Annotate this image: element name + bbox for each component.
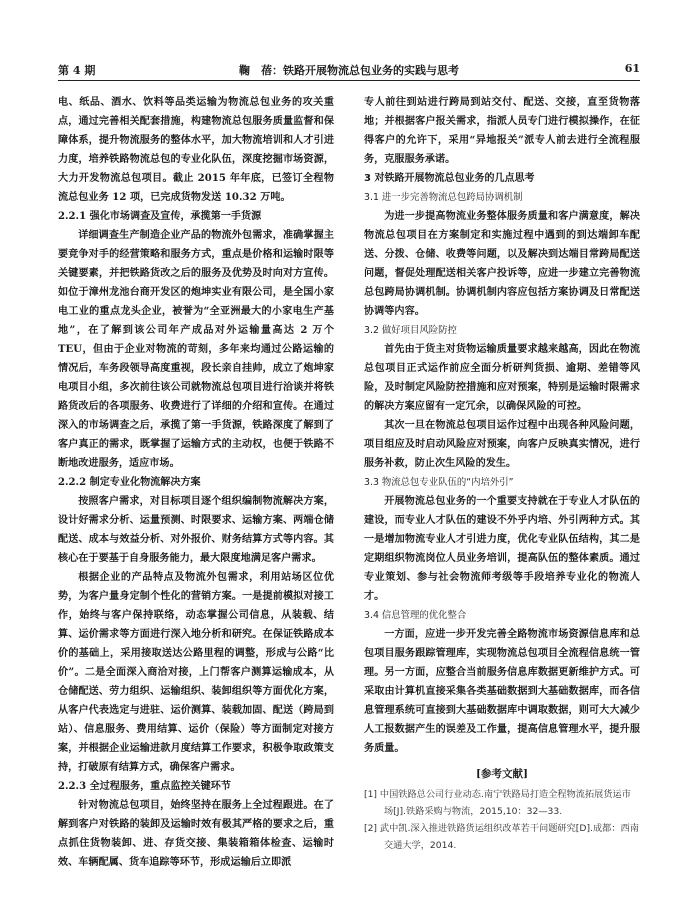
paragraph: 针对物流总包项目，始终坚持在服务上全过程跟进。在了解到客户对铁路的装卸及运输时效有极其严格的要求之后，重点抓住货物装卸、进、存货交接、集装箱箱体检查、运输时效、车辆配属、货车追踪等环节，形成运输后立即派	[58, 800, 334, 868]
reference-item: [2] 武中凯.深入推进铁路货运组织改革若干问题研究[D].成都：西南交通大学，2014.	[364, 823, 639, 851]
right-column	[364, 93, 640, 854]
paragraph: 按照客户需求，对目标项目逐个组织编制物流解决方案，设计好需求分析、运量预测、时限要求、运输方案、两端仓储配送、成本与效益分析、对外报价、财务结算方式等内容。其核心在于要基于自身服务能力，最大限度地满足客户需求。	[58, 496, 334, 564]
paragraph: 为进一步提高物流业务整体服务质量和客户满意度，解决物流总包项目在方案制定和实施过程中遇到的到达端卸车配送、分拨、仓储、收费等问题，以及解决到达端目常跨局配送问题，督促处理配送相关客户投诉等，应进一步建立完善物流总包跨局协调机制。协调机制内容应包括方案协调及日常配送协调等内容。	[364, 211, 640, 317]
section-heading-3-3: 3.3 物流总包专业队伍的“内培外引”	[364, 477, 514, 488]
paragraph: 专人前往到站进行跨局到站交付、配送、交接，直至货物落地；并根据客户报关需求，指派人员专门进行模拟操作，在征得客户的允许下，采用“异地报关”派专人前去进行全流程服务，克服服务承诺。	[364, 97, 640, 165]
issue-number: 第 4 期	[58, 64, 96, 77]
paragraph: 其次一旦在物流总包项目运作过程中出现各种风险问题，项目组应及时启动风险应对预案，向客户反映真实情况，进行服务补救，防止次生风险的发生。	[364, 420, 640, 469]
paragraph: 电、纸品、酒水、饮料等品类运输为物流总包业务的攻关重点，通过完善相关配套措施，构建物流总包服务质量监督和保障体系，提升物流服务的整体水平，加大物流培训和人才引进力度，培养铁路物流总包的专业化队伍，深度挖掘市场资源，大力开发物流总包项目。截止 2015 年年底，已签订全程物流总包业务 12 项，已完成货物发送 10.32 万吨。	[58, 97, 334, 203]
section-heading-2-2-3: 2.2.3 全过程服务，重点监控关键环节	[58, 781, 231, 792]
running-title: 鞠 蓓：铁路开展物流总包业务的实践与思考	[239, 64, 459, 77]
section-heading-2-2-1: 2.2.1 强化市场调查及宣传，承揽第一手货源	[58, 211, 262, 222]
paragraph: 一方面，应进一步开发完善全路物流市场资源信息库和总包项目服务跟踪管理库，实现物流总包项目全流程信息统一管理。另一方面，应整合当前服务信息库数据更新维护方式。可采取由计算机直接采集各类基础数据到大基础数据库，而各信息管理系统可直接到大基础数据库中调取数据，则可大大减少人工报数据产生的误差及工作量，提高信息管理水平，提升服务质量。	[364, 629, 640, 754]
section-heading-3-1: 3.1 进一步完善物流总包跨局协调机制	[364, 192, 523, 203]
paragraph: 详细调查生产制造企业产品的物流外包需求，准确掌握主要竞争对手的经营策略和服务方式，重点是价格和运输时限等关键要素，并把铁路货改之后的服务及优势及时向对方宣传。如位于漳州龙池台商开发区的炮坤实业有限公司，是全国小家电工业的重点龙头企业，被誉为“全亚洲最大的小家电生产基地”，在了解到该公司年产成品对外运输量高达 2 万个 TEU，但由于企业对物流的苛刻，多年来均通过公路运输的情况后，车务段领导高度重视，段长亲自挂帅，成立了炮坤家电项目小组，多次前往该公司就物流总包项目进行洽谈并将铁路货改后的各项服务、收费进行了详细的介绍和宣传。在通过深入的市场调查之后，承揽了第一手货源，铁路深度了解到了客户真正的需求，既掌握了运输方式的主动权，也便于铁路不断地改进服务，适应市场。	[58, 230, 334, 469]
left-column	[58, 93, 334, 872]
paragraph: 开展物流总包业务的一个重要支持就在于专业人才队伍的建设，而专业人才队伍的建设不外乎内培、外引两种方式。其一是增加物流专业人才引进力度，优化专业队伍结构，其二是定期组织物流岗位人员业务培训，提高队伍的整体素质。通过专业策划、参与社会物流师考级等手段培养专业化的物流人才。	[364, 496, 640, 602]
section-heading-3: 3 对铁路开展物流总包业务的几点思考	[364, 173, 535, 184]
page-number: 61	[624, 62, 640, 75]
paragraph: 首先由于货主对货物运输质量要求越来越高，因此在物流总包项目正式运作前应全面分析研判货损、逾期、差错等风险，及时制定风险防控措施和应对预案，特别是运输时限需求的解决方案应留有一定冗余，以确保风险的可控。	[364, 344, 640, 412]
section-heading-3-2: 3.2 做好项目风险防控	[364, 325, 457, 336]
paragraph: 根据企业的产品特点及物流外包需求，利用站场区位优势，为客户量身定制个性化的营销方案。一是提前模拟对接工作，始终与客户保持联络，动态掌握公司信息，从装载、结算、运价需求等方面进行深入地分析和研究。在保证铁路成本价的基础上，采用接取送达公路里程的调整，形成与公路“比价”。二是全面深入商洽对接，上门帮客户测算运输成本，从仓储配送、劳力组织、运输组织、装卸组织等方面优化方案，从客户代表选定与进驻、运价测算、装载加固、配送（跨局到站）、信息服务、费用结算、运价（保险）等方面制定对接方案，并根据企业运输进款月度结算工作要求，积极争取政策支持，打破原有结算方式，确保客户需求。	[58, 572, 334, 773]
references-heading: [参考文献]	[476, 768, 528, 780]
section-heading-3-4: 3.4 信息管理的优化整合	[364, 610, 467, 621]
section-heading-2-2-2: 2.2.2 制定专业化物流解决方案	[58, 477, 201, 488]
running-header	[58, 60, 640, 81]
reference-item: [1] 中国铁路总公司行业动态.南宁铁路局打造全程物流拓展货运市场[J].铁路采购与物流，2015,10：32—33.	[364, 789, 631, 817]
